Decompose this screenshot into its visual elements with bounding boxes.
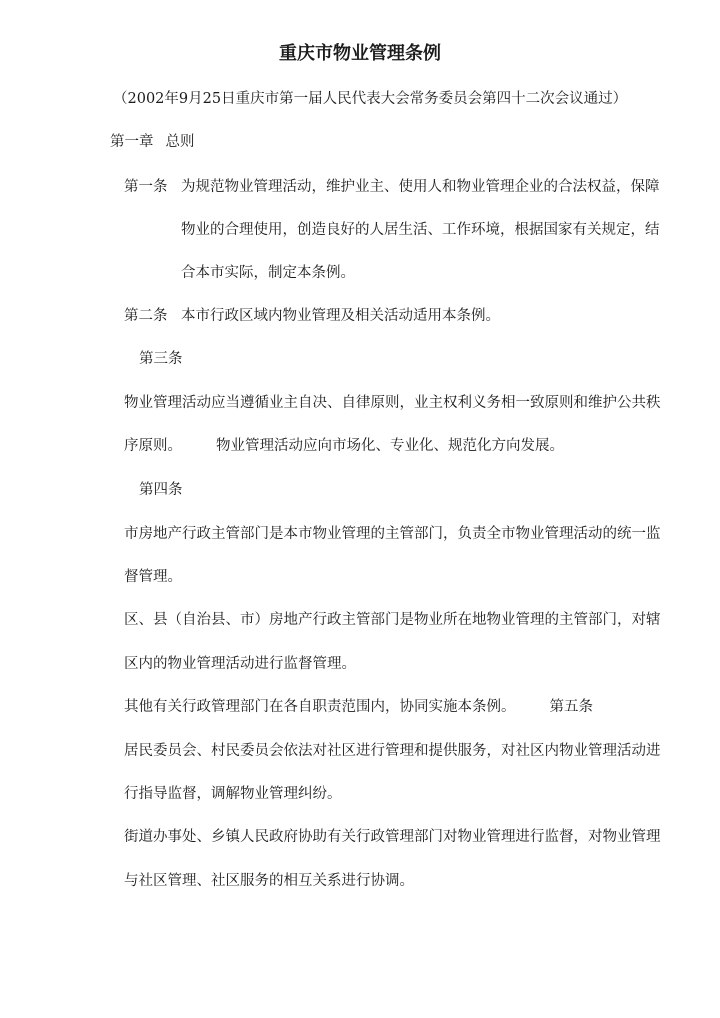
- article-3-line-2b: 物业管理活动应向市场化、专业化、规范化方向发展。: [216, 438, 564, 454]
- article-4-line-5-text: 其他有关行政管理部门在各自职责范围内，协同实施本条例。: [124, 699, 516, 715]
- article-4-line-4: 区内的物业管理活动进行监督管理。: [124, 656, 356, 672]
- article-5-line-2: 行指导监督，调解物业管理纠纷。: [124, 786, 342, 802]
- chapter-name: 总则: [165, 134, 195, 150]
- document-title: 重庆市物业管理条例: [279, 43, 441, 64]
- article-5-line-3: 街道办事处、乡镇人民政府协助有关行政管理部门对物业管理进行监督，对物业管理: [124, 829, 661, 845]
- article-5-line-4: 与社区管理、社区服务的相互关系进行协调。: [124, 873, 414, 889]
- article-4-line-5: [124, 697, 593, 717]
- article-4-line-2: 督管理。: [124, 569, 182, 585]
- article-4-label: 第四条: [139, 482, 183, 498]
- article-3-label: 第三条: [139, 351, 183, 367]
- article-5-label: 第五条: [549, 699, 593, 715]
- article-2-label: 第二条: [124, 308, 168, 324]
- document-subtitle: （2002年9月25日重庆市第一届人民代表大会常务委员会第四十二次会议通过）: [113, 91, 628, 107]
- article-4-line-3: 区、县（自治县、市）房地产行政主管部门是物业所在地物业管理的主管部门，对辖: [124, 612, 661, 628]
- chapter-heading: [110, 132, 195, 152]
- article-1-line-3: 合本市实际，制定本条例。: [181, 265, 355, 281]
- article-2-text: 本市行政区域内物业管理及相关活动适用本条例。: [181, 308, 500, 324]
- article-1-line-1: 为规范物业管理活动，维护业主、使用人和物业管理企业的合法权益，保障: [181, 179, 660, 195]
- chapter-label: 第一章: [110, 134, 154, 150]
- article-5-line-1: 居民委员会、村民委员会依法对社区进行管理和提供服务，对社区内物业管理活动进: [124, 743, 661, 759]
- article-3-line-2a: 序原则。: [124, 438, 182, 454]
- article-1-label: 第一条: [124, 179, 168, 195]
- article-1-line-2: 物业的合理使用，创造良好的人居生活、工作环境，根据国家有关规定，结: [181, 222, 660, 238]
- article-3-line-1: 物业管理活动应当遵循业主自决、自律原则，业主权利义务相一致原则和维护公共秩: [124, 395, 661, 411]
- article-3-line-2: [124, 436, 564, 456]
- article-4-line-1: 市房地产行政主管部门是本市物业管理的主管部门，负责全市物业管理活动的统一监: [124, 526, 661, 542]
